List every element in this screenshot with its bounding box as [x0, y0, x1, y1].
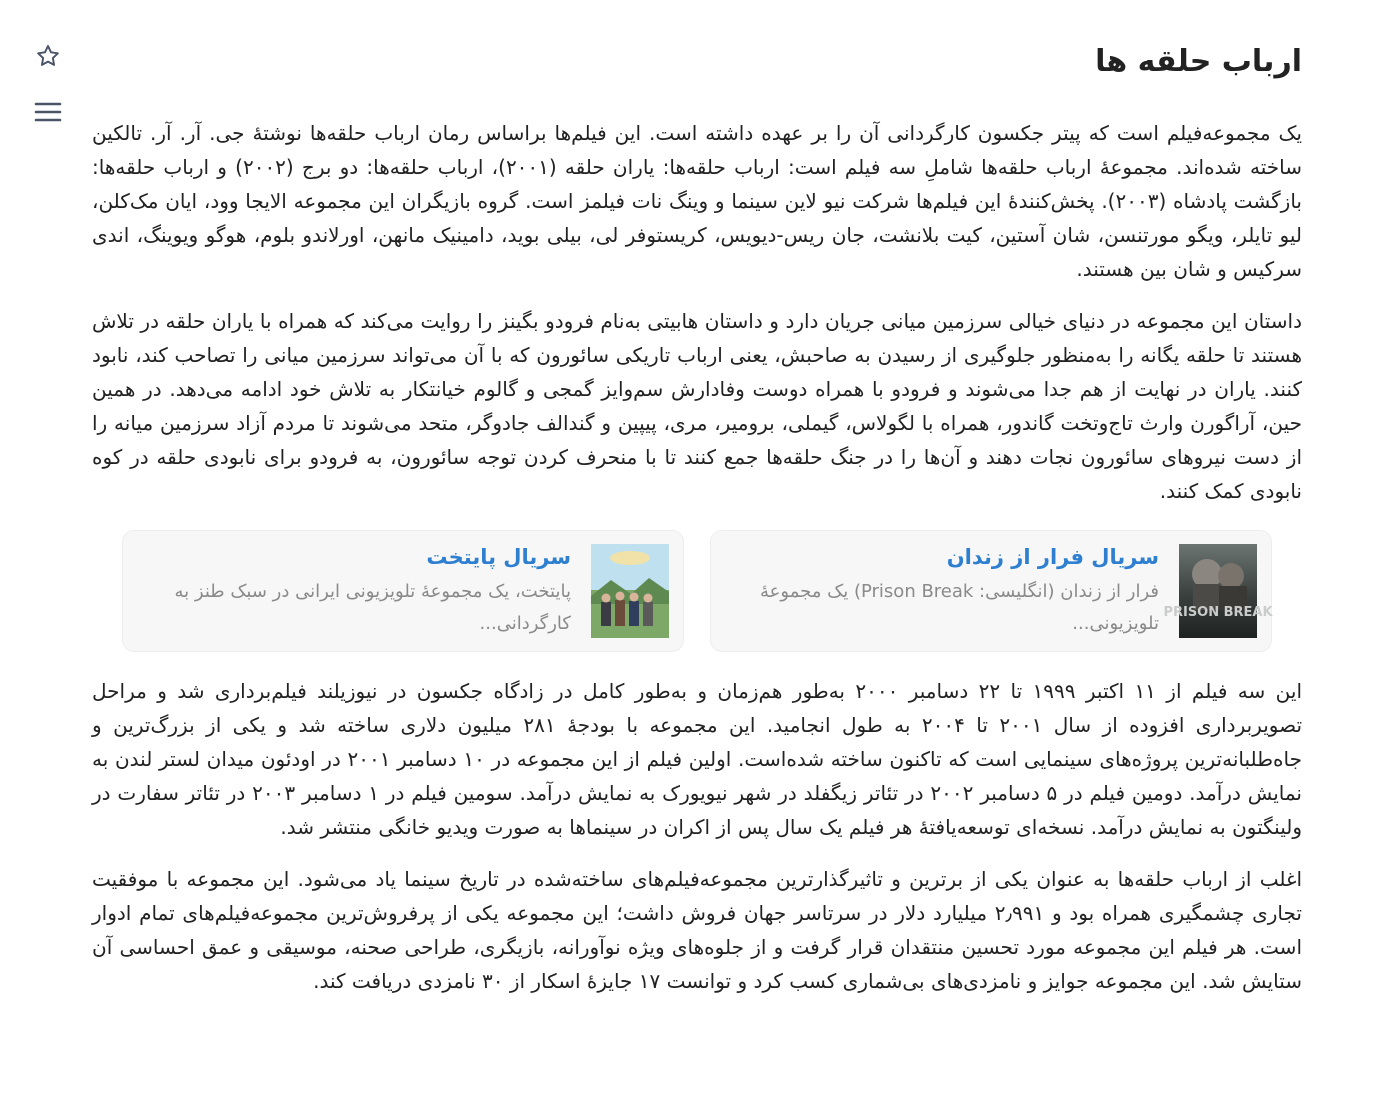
paytakht-poster-icon	[591, 544, 669, 638]
article-paragraph-4: اغلب از ارباب حلقه‌ها به عنوان یکی از برترین و تاثیرگذارترین مجموعه‌فیلم‌های ساخته‌شده در تاریخ سینما یاد می‌شود. این مجموعه با موفقیت تجاری چشمگیری همراه بود و ۲٫۹۹۱ میلیارد دلار در سرتاسر جهان فروش داشت؛ این مجموعه یکی از پرفروش‌ترین مجموعه‌فیلم‌های تمام ادوار است. هر فیلم این مجموعه مورد تحسین منتقدان قرار گرفت و از جلوه‌های ویژه نوآورانه، بازیگری، طراحی صحنه، موسیقی و عمق احساسی آن ستایش شد. این مجموعه جوایز و نامزدی‌های بی‌شماری کسب کرد و توانست ۱۷ جایزهٔ اسکار از ۳۰ نامزدی دریافت کند.	[92, 867, 1302, 993]
svg-text:PRISON BREAK: PRISON BREAK	[1163, 605, 1273, 620]
related-card-paytakht[interactable]	[122, 530, 684, 652]
article	[92, 38, 1302, 1016]
prison-break-poster-icon	[1163, 544, 1273, 638]
card-snippet: پایتخت، یک مجموعهٔ تلویزیونی ایرانی در سبک طنز به کارگردانی...	[174, 581, 571, 634]
page-title: ارباب حلقه ها	[1095, 44, 1302, 79]
side-toolbar	[28, 36, 68, 132]
article-paragraph-1: یک مجموعه‌فیلم است که پیتر جکسون کارگردانی آن را بر عهده داشته است. این فیلم‌ها براساس رمان ارباب حلقه‌ها نوشتهٔ جی. آر. آر. تالکین ساخته شده‌اند. مجموعهٔ ارباب حلقه‌ها شاملِ سه فیلم است: ارباب حلقه‌ها: یاران حلقه (۲۰۰۱)، ارباب حلقه‌ها: دو برج (۲۰۰۲) و ارباب حلقه‌ها: بازگشت پادشاه (۲۰۰۳). پخش‌کنندهٔ این فیلم‌ها شرکت نیو لاین سینما و وینگ نات فیلمز است. گروه بازیگران این مجموعه الایجا وود، ایان مک‌کلن، لیو تایلر، ویگو مورتنسن، شان آستین، کیت بلانشت، جان ریس-دیویس، کریستوفر لی، بیلی بوید، دامینیک مانهن، اورلاندو بلوم، هوگو ویوینگ، اندی سرکیس و شان بین هستند.	[92, 121, 1303, 281]
article-paragraph-3: این سه فیلم از ۱۱ اکتبر ۱۹۹۹ تا ۲۲ دسامبر ۲۰۰۰ به‌طور هم‌زمان و به‌طور کامل در زادگاه جکسون در نیوزیلند فیلم‌برداری شد و مراحل تصویربرداری افزوده از سال ۲۰۰۱ تا ۲۰۰۴ به طول انجامید. این مجموعه با بودجهٔ ۲۸۱ میلیون دلاری ساخته شد و یکی از بزرگ‌ترین و جاه‌طلبانه‌ترین پروژه‌های سینمایی است که تاکنون ساخته شده‌است. اولین فیلم از این مجموعه در ۱۰ دسامبر ۲۰۰۱ در اودئون میدان لستر لندن به نمایش درآمد. دومین فیلم در ۵ دسامبر ۲۰۰۲ در تئاتر زیگفلد در شهر نیویورک به نمایش درآمد. سومین فیلم در ۱ دسامبر ۲۰۰۳ در تئاتر سفارت در ولینگتون به نمایش درآمد. نسخه‌ای توسعه‌یافتهٔ هر فیلم یک سال پس از اکران در سینماها به صورت ویدیو خانگی منتشر شد.	[92, 679, 1303, 839]
card-title-link[interactable]: سریال فرار از زندان	[946, 545, 1159, 569]
card-body	[137, 542, 571, 640]
related-cards	[122, 530, 1272, 652]
star-icon[interactable]	[28, 36, 68, 76]
card-snippet: فرار از زندان (انگلیسی: Prison Break) یک مجموعهٔ تلویزیونی...	[760, 581, 1159, 634]
hamburger-menu-icon[interactable]	[28, 92, 68, 132]
related-card-prison-break[interactable]	[710, 530, 1272, 652]
article-paragraph-2: داستان این مجموعه در دنیای خیالی سرزمین میانی جریان دارد و داستان هابیتی به‌نام فرودو بگینز را روایت می‌کند که همراه با یاران حلقه در تلاش هستند تا حلقه یگانه را به‌منظور جلوگیری از رسیدن به صاحبش، یعنی ارباب تاریکی سائورون که با آن می‌تواند سرزمین میانی را تصاحب کند، نابود کنند. یاران در نهایت از هم جدا می‌شوند و فرودو با همراه دوست وفادارش سم‌وایز گمجی و گالوم خیانتکار به تلاش خود ادامه می‌دهد. در همین حین، آراگورن وارث تاج‌وتخت گاندور، همراه با لگولاس، گیملی، برومیر، مری، پیپین و گندالف جادوگر، متحد می‌شوند تا مردم آزاد سرزمین میانه را از دست نیروهای سائورون نجات دهند و آن‌ها را در جنگ حلقه‌ها جمع کنند تا با منحرف کردن توجه سائورون، به فرودو برای نابودی حلقه در کوه نابودی کمک کنند.	[92, 309, 1302, 503]
card-title-link[interactable]: سریال پایتخت	[426, 545, 571, 569]
card-body	[725, 542, 1159, 640]
